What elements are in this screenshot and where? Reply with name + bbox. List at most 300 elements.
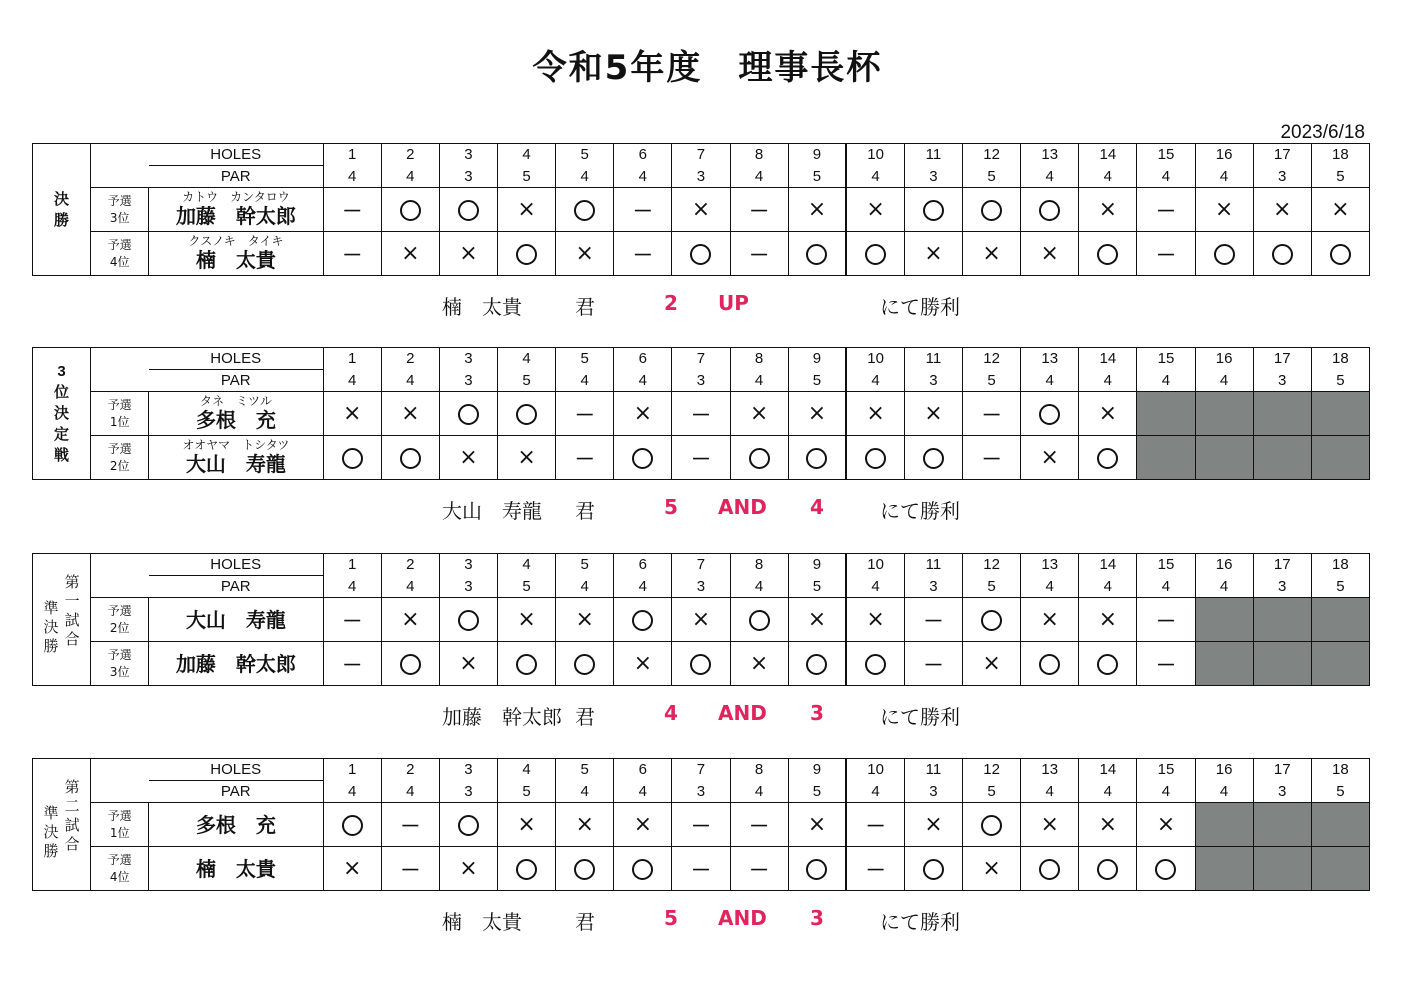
hole-result xyxy=(788,598,846,642)
hole-result xyxy=(381,847,439,891)
seed-text: 予選 xyxy=(107,193,132,208)
hole-number: 13 xyxy=(1021,554,1079,576)
halved-dash-icon: － xyxy=(923,653,944,677)
win-circle-icon xyxy=(806,859,827,880)
player-name-cell xyxy=(149,803,323,847)
hole-result xyxy=(1079,436,1137,480)
hole-result xyxy=(1137,847,1195,891)
hole-result xyxy=(730,598,788,642)
hole-result xyxy=(788,392,846,436)
loss-cross-icon: × xyxy=(459,856,478,881)
seed-text: 1位 xyxy=(109,825,130,840)
loss-cross-icon: × xyxy=(459,445,478,470)
hole-number: 10 xyxy=(846,759,904,781)
hole-result xyxy=(439,392,497,436)
par-value: 3 xyxy=(672,370,730,392)
loss-cross-icon: × xyxy=(807,401,827,426)
win-circle-icon xyxy=(342,815,363,836)
par-value: 3 xyxy=(1253,370,1311,392)
match-result xyxy=(32,291,1370,319)
halved-dash-icon: － xyxy=(632,199,653,223)
win-circle-icon xyxy=(516,859,537,880)
win-circle-icon xyxy=(1039,200,1060,221)
par-value: 4 xyxy=(556,576,614,598)
hole-number: 11 xyxy=(904,348,962,370)
seed-text: 2位 xyxy=(109,458,130,473)
player-row xyxy=(33,642,1370,686)
player-name: 多根 充 xyxy=(195,408,276,432)
hole-result xyxy=(846,642,904,686)
hole-number: 15 xyxy=(1137,144,1195,166)
par-value: 4 xyxy=(381,166,439,188)
par-value: 4 xyxy=(556,370,614,392)
hole-result xyxy=(323,598,381,642)
winner-name: 楠 太貴 xyxy=(442,295,522,319)
hole-number: 14 xyxy=(1079,554,1137,576)
hole-number: 1 xyxy=(323,348,381,370)
hole-number: 12 xyxy=(963,759,1021,781)
win-score: 2 xyxy=(664,291,678,315)
player-row xyxy=(33,188,1370,232)
kun-label: 君 xyxy=(575,295,595,319)
holes-label: HOLES xyxy=(149,759,323,781)
win-circle-icon xyxy=(981,200,1002,221)
par-value: 4 xyxy=(381,781,439,803)
holes-row xyxy=(33,554,1370,576)
hole-result xyxy=(381,232,439,276)
halved-dash-icon: － xyxy=(690,858,711,882)
win-circle-icon xyxy=(749,610,770,631)
win-suffix: にて勝利 xyxy=(880,705,960,729)
hole-number: 6 xyxy=(614,144,672,166)
win-circle-icon xyxy=(400,200,421,221)
player-name: 加藤 幹太郎 xyxy=(175,204,296,228)
win-circle-icon xyxy=(574,859,595,880)
par-value: 3 xyxy=(904,370,962,392)
par-value: 5 xyxy=(963,166,1021,188)
halved-dash-icon: － xyxy=(690,814,711,838)
round-sub-char: 合 xyxy=(64,630,80,648)
hole-result xyxy=(730,188,788,232)
win-suffix: にて勝利 xyxy=(880,910,960,934)
hole-result xyxy=(788,188,846,232)
loss-cross-icon: × xyxy=(342,856,362,881)
hole-number: 9 xyxy=(788,554,846,576)
round-char: 決 xyxy=(43,824,59,841)
halved-dash-icon: － xyxy=(1155,609,1176,633)
hole-result xyxy=(904,803,962,847)
hole-result xyxy=(672,642,730,686)
hole-result xyxy=(1021,803,1079,847)
hole-result xyxy=(556,392,614,436)
par-value: 4 xyxy=(323,781,381,803)
hole-result xyxy=(1253,188,1311,232)
round-char: 勝 xyxy=(43,843,59,860)
hole-result xyxy=(498,803,556,847)
hole-result xyxy=(1137,188,1195,232)
unplayed-hole xyxy=(1137,392,1195,436)
win-circle-icon xyxy=(1330,244,1351,265)
round-char: 決 xyxy=(54,405,70,422)
player-seed xyxy=(91,642,149,686)
win-circle-icon xyxy=(516,654,537,675)
hole-number: 7 xyxy=(672,144,730,166)
par-label: PAR xyxy=(149,370,323,392)
round-label xyxy=(33,554,91,686)
hole-number: 8 xyxy=(730,144,788,166)
par-value: 4 xyxy=(846,576,904,598)
player-name: 多根 充 xyxy=(195,812,276,837)
loss-cross-icon: × xyxy=(401,607,420,632)
par-value: 4 xyxy=(1079,781,1137,803)
win-circle-icon xyxy=(865,244,886,265)
unplayed-hole xyxy=(1311,642,1369,686)
par-value: 3 xyxy=(439,576,497,598)
round-char: 決 xyxy=(54,190,70,208)
hole-number: 18 xyxy=(1311,554,1369,576)
hole-result xyxy=(556,232,614,276)
hole-result xyxy=(1311,232,1369,276)
par-label: PAR xyxy=(149,781,323,803)
win-circle-icon xyxy=(865,654,886,675)
hole-result xyxy=(1253,232,1311,276)
win-circle-icon xyxy=(923,200,944,221)
hole-result xyxy=(1021,188,1079,232)
player-kana: タネ ミツル xyxy=(199,394,272,408)
player-name: 大山 寿龍 xyxy=(185,607,286,632)
round-char: 位 xyxy=(54,384,70,401)
hole-number: 17 xyxy=(1253,759,1311,781)
hole-number: 5 xyxy=(556,348,614,370)
hole-result xyxy=(963,436,1021,480)
par-value: 5 xyxy=(963,370,1021,392)
hole-result xyxy=(381,436,439,480)
player-seed xyxy=(91,803,149,847)
hole-result xyxy=(498,847,556,891)
hole-number: 8 xyxy=(730,348,788,370)
hole-result xyxy=(904,847,962,891)
win-circle-icon xyxy=(690,244,711,265)
loss-cross-icon: × xyxy=(401,401,420,426)
par-value: 4 xyxy=(323,370,381,392)
loss-cross-icon: × xyxy=(1098,197,1118,222)
unplayed-hole xyxy=(1195,803,1253,847)
unplayed-hole xyxy=(1195,642,1253,686)
hole-result xyxy=(439,642,497,686)
player-name-cell xyxy=(149,188,323,232)
header-blank xyxy=(91,348,149,392)
hole-result xyxy=(672,803,730,847)
seed-text: 予選 xyxy=(107,647,132,662)
player-name-cell xyxy=(149,232,323,276)
win-suffix: にて勝利 xyxy=(880,499,960,523)
hole-number: 13 xyxy=(1021,348,1079,370)
win-score: 5 xyxy=(664,495,678,519)
win-circle-icon xyxy=(458,815,479,836)
par-row xyxy=(33,166,1370,188)
hole-result xyxy=(730,847,788,891)
par-value: 5 xyxy=(1311,576,1369,598)
round-sub-char: 試 xyxy=(64,611,80,629)
hole-result xyxy=(672,232,730,276)
unplayed-hole xyxy=(1311,803,1369,847)
par-value: 4 xyxy=(1021,576,1079,598)
holes-row xyxy=(33,759,1370,781)
loss-cross-icon: × xyxy=(1098,812,1118,837)
header-blank xyxy=(91,554,149,598)
kun-label: 君 xyxy=(575,499,595,523)
hole-result xyxy=(1079,188,1137,232)
hole-result xyxy=(672,392,730,436)
halved-dash-icon: － xyxy=(1155,653,1176,677)
hole-number: 6 xyxy=(614,554,672,576)
hole-result xyxy=(498,392,556,436)
par-value: 4 xyxy=(1021,781,1079,803)
par-value: 4 xyxy=(556,781,614,803)
hole-number: 7 xyxy=(672,348,730,370)
win-circle-icon xyxy=(516,404,537,425)
win-circle-icon xyxy=(981,610,1002,631)
hole-result xyxy=(556,436,614,480)
hole-number: 11 xyxy=(904,554,962,576)
loss-cross-icon: × xyxy=(924,812,943,837)
seed-text: 4位 xyxy=(109,254,130,269)
hole-result xyxy=(556,598,614,642)
hole-number: 8 xyxy=(730,554,788,576)
par-value: 5 xyxy=(1311,370,1369,392)
par-value: 5 xyxy=(498,781,556,803)
par-value: 3 xyxy=(439,166,497,188)
hole-result xyxy=(1021,847,1079,891)
hole-result xyxy=(1021,232,1079,276)
par-value: 4 xyxy=(1195,166,1253,188)
seed-text: 4位 xyxy=(109,869,130,884)
hole-result xyxy=(1079,598,1137,642)
loss-cross-icon: × xyxy=(401,241,420,266)
hole-result xyxy=(323,847,381,891)
win-circle-icon xyxy=(1039,404,1060,425)
winner-name: 楠 太貴 xyxy=(442,910,522,934)
hole-result xyxy=(1137,803,1195,847)
hole-result xyxy=(672,598,730,642)
kun-label: 君 xyxy=(575,705,595,729)
match-result xyxy=(32,906,1370,934)
event-date: 2023/6/18 xyxy=(1280,122,1365,143)
loss-cross-icon: × xyxy=(749,401,769,426)
hole-result xyxy=(556,847,614,891)
hole-result xyxy=(963,847,1021,891)
scorecard-table xyxy=(32,143,1370,276)
par-value: 4 xyxy=(730,781,788,803)
win-circle-icon xyxy=(574,200,595,221)
hole-result xyxy=(439,598,497,642)
win-circle-icon xyxy=(632,448,653,469)
hole-number: 3 xyxy=(439,348,497,370)
hole-result xyxy=(788,642,846,686)
seed-text: 予選 xyxy=(107,603,132,618)
seed-text: 予選 xyxy=(107,441,132,456)
hole-result xyxy=(904,232,962,276)
win-circle-icon xyxy=(632,610,653,631)
seed-text: 2位 xyxy=(109,620,130,635)
loss-cross-icon: × xyxy=(982,856,1001,881)
win-circle-icon xyxy=(806,654,827,675)
hole-number: 10 xyxy=(846,348,904,370)
hole-result xyxy=(1021,598,1079,642)
loss-cross-icon: × xyxy=(1331,197,1350,222)
par-row xyxy=(33,370,1370,392)
par-value: 4 xyxy=(614,781,672,803)
loss-cross-icon: × xyxy=(517,812,536,837)
loss-cross-icon: × xyxy=(342,401,362,426)
hole-number: 15 xyxy=(1137,348,1195,370)
unplayed-hole xyxy=(1311,392,1369,436)
hole-result xyxy=(1137,232,1195,276)
par-value: 5 xyxy=(788,781,846,803)
hole-result xyxy=(614,598,672,642)
round-char: 勝 xyxy=(43,638,59,655)
loss-cross-icon: × xyxy=(749,651,769,676)
player-name-cell xyxy=(149,436,323,480)
par-value: 4 xyxy=(614,166,672,188)
par-value: 4 xyxy=(1021,370,1079,392)
loss-cross-icon: × xyxy=(459,241,478,266)
hole-result xyxy=(730,803,788,847)
loss-cross-icon: × xyxy=(633,401,653,426)
par-value: 3 xyxy=(1253,576,1311,598)
hole-result xyxy=(323,392,381,436)
halved-dash-icon: － xyxy=(749,814,770,838)
par-row xyxy=(33,781,1370,803)
hole-result xyxy=(846,598,904,642)
hole-number: 17 xyxy=(1253,554,1311,576)
hole-result xyxy=(381,803,439,847)
par-row xyxy=(33,576,1370,598)
loss-cross-icon: × xyxy=(866,401,885,426)
round-char: 戦 xyxy=(54,447,70,464)
win-circle-icon xyxy=(1214,244,1235,265)
hole-result xyxy=(730,642,788,686)
win-circle-icon xyxy=(1097,859,1118,880)
hole-result xyxy=(323,232,381,276)
hole-number: 14 xyxy=(1079,348,1137,370)
hole-number: 5 xyxy=(556,759,614,781)
hole-result xyxy=(1021,436,1079,480)
hole-number: 10 xyxy=(846,144,904,166)
hole-number: 6 xyxy=(614,348,672,370)
holes-remaining: 3 xyxy=(810,701,824,725)
unplayed-hole xyxy=(1195,436,1253,480)
player-seed xyxy=(91,392,149,436)
hole-result xyxy=(846,232,904,276)
hole-number: 9 xyxy=(788,759,846,781)
loss-cross-icon: × xyxy=(807,607,827,632)
hole-number: 12 xyxy=(963,348,1021,370)
hole-number: 9 xyxy=(788,348,846,370)
hole-result xyxy=(323,803,381,847)
holes-label: HOLES xyxy=(149,144,323,166)
par-value: 5 xyxy=(498,370,556,392)
hole-result xyxy=(672,847,730,891)
player-name: 楠 太貴 xyxy=(195,248,276,272)
hole-number: 17 xyxy=(1253,348,1311,370)
hole-number: 17 xyxy=(1253,144,1311,166)
page-title: 令和5年度 理事長杯 xyxy=(532,48,883,88)
hole-number: 14 xyxy=(1079,759,1137,781)
halved-dash-icon: － xyxy=(749,858,770,882)
hole-number: 12 xyxy=(963,554,1021,576)
seed-text: 1位 xyxy=(109,414,130,429)
hole-number: 3 xyxy=(439,554,497,576)
hole-result xyxy=(323,188,381,232)
halved-dash-icon: － xyxy=(690,403,711,427)
hole-result xyxy=(1137,598,1195,642)
win-circle-icon xyxy=(458,404,479,425)
par-value: 3 xyxy=(672,166,730,188)
unplayed-hole xyxy=(1311,436,1369,480)
loss-cross-icon: × xyxy=(1098,401,1118,426)
loss-cross-icon: × xyxy=(807,197,827,222)
unplayed-hole xyxy=(1253,436,1311,480)
hole-result xyxy=(614,188,672,232)
hole-result xyxy=(846,188,904,232)
hole-result xyxy=(904,642,962,686)
hole-number: 8 xyxy=(730,759,788,781)
player-seed xyxy=(91,847,149,891)
halved-dash-icon: － xyxy=(749,199,770,223)
round-sub-char: 第 xyxy=(64,778,80,796)
hole-result xyxy=(1021,642,1079,686)
halved-dash-icon: － xyxy=(1155,199,1176,223)
holes-label: HOLES xyxy=(149,554,323,576)
scorecard-table xyxy=(32,553,1370,686)
win-circle-icon xyxy=(806,244,827,265)
loss-cross-icon: × xyxy=(517,445,536,470)
hole-number: 5 xyxy=(556,554,614,576)
hole-number: 14 xyxy=(1079,144,1137,166)
hole-number: 13 xyxy=(1021,759,1079,781)
win-and-word: AND xyxy=(718,906,767,930)
player-kana: オオヤマ トシタツ xyxy=(182,438,290,452)
win-circle-icon xyxy=(1272,244,1293,265)
loss-cross-icon: × xyxy=(517,197,536,222)
loss-cross-icon: × xyxy=(1040,241,1059,266)
loss-cross-icon: × xyxy=(807,812,827,837)
holes-label: HOLES xyxy=(149,348,323,370)
hole-result xyxy=(904,598,962,642)
hole-result xyxy=(614,392,672,436)
player-kana: カトウ カンタロウ xyxy=(182,190,290,204)
hole-number: 5 xyxy=(556,144,614,166)
par-value: 3 xyxy=(439,781,497,803)
hole-result xyxy=(963,642,1021,686)
par-value: 4 xyxy=(1195,370,1253,392)
win-circle-icon xyxy=(923,859,944,880)
hole-result xyxy=(439,847,497,891)
unplayed-hole xyxy=(1137,436,1195,480)
holes-remaining: 3 xyxy=(810,906,824,930)
win-circle-icon xyxy=(1097,244,1118,265)
par-value: 5 xyxy=(788,370,846,392)
hole-result xyxy=(439,232,497,276)
hole-number: 4 xyxy=(498,759,556,781)
par-value: 4 xyxy=(556,166,614,188)
unplayed-hole xyxy=(1253,642,1311,686)
unplayed-hole xyxy=(1195,847,1253,891)
round-label xyxy=(33,144,91,276)
player-seed xyxy=(91,188,149,232)
par-value: 4 xyxy=(1195,781,1253,803)
